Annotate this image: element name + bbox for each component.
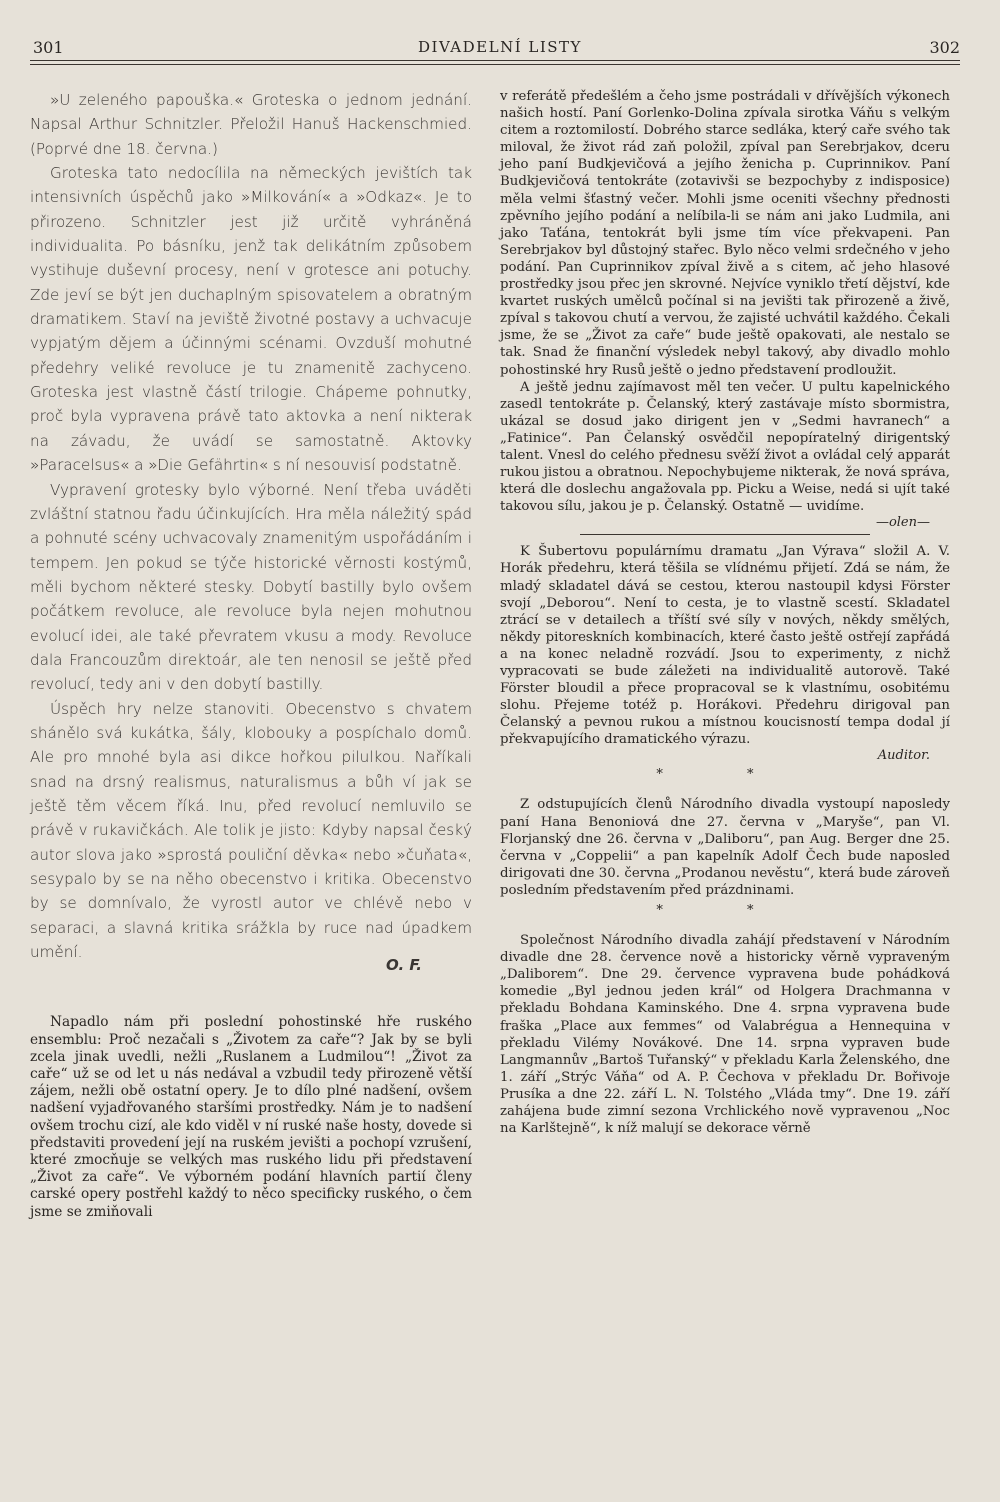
- page-number-left: 301: [33, 38, 64, 57]
- header-rule: [30, 60, 960, 61]
- article-paragraph: Úspěch hry nelze stanoviti. Obecenstvo s chvatem shánělo svá kukátka, šály, klobouky a pospíchalo domů. Ale pro mnohé byla asi dikce hořkou pilulkou. Naříkali snad na drsný realismus, naturalismus a bůh ví jak se ještě těm věcem říká. Inu, před revolucí nemluvilo se právě v rukavičkách. Ale tolik je jisto: Kdyby napsal český autor slova jako »sprostá pouliční děvka« nebo »čuňata«, sesypalo by se na něho obecenstvo i kritika. Obecenstvo by se domnívalo, že vyrostl autor ve chlévě nebo v separaci, a slavná kritika srážkla by ruce nad úpadkem umění.: [30, 699, 472, 962]
- page-number-right: 302: [929, 38, 960, 57]
- asterism: * *: [656, 903, 794, 919]
- running-title: DIVADELNÍ LISTY: [418, 38, 582, 56]
- right-column: [500, 88, 950, 1137]
- article-paragraph: Vypravení grotesky bylo výborné. Není třeba uváděti zvláštní statnou řadu účinkujících. Hra měla náležitý spád a pohnuté scény uchvacovaly znamenitým uspořádáním i tempem. Jen pokud se týče historické věrnosti kostýmů, měli bychom některé stesky. Dobytí bastilly bylo ovšem počátkem revoluce, ale revoluce byla nejen mohutnou evolucí idei, ale také převratem vkusu a mody. Revoluce dala Francouzům direktoár, ale ten nenosil se ještě před revolucí, tedy ani v den dobytí bastilly.: [30, 480, 472, 694]
- article-paragraph: v referátě předešlém a čeho jsme postrádali v dřívějších výkonech našich hostí. Paní Gorlenko-Dolina zpívala sirotka Váňu s velkým citem a roztomilostí. Dobrého starce sedláka, který caře svého tak miloval, že život rád zaň položil, zpíval pan Serebrjakov, dceru jeho paní Budkjevičová a jejího ženicha p. Cuprinnikov. Paní Budkjevičová tentokráte (zotavivši se bezpochyby z indisposice) měla velmi šťastný večer. Mohli jsme oceniti všechny přednosti zpěvního jejího podání a nelíbila-li se nám ani jako Ludmila, ani jako Taťána, tentokrát byli jsme tím více překvapeni. Pan Serebrjakov byl důstojný stařec. Bylo něco velmi srdečného v jeho podání. Pan Cuprinnikov zpíval živě a s citem, ač jeho hlasové prostředky jsou přec jen skrovné. Nejvíce vyniklo třetí dějství, kde kvartet ruských umělců počínal si na jevišti tak přirozeně a živě, zpíval s takovou chutí a vervou, že zajisté uchvátil každého. Čekali jsme, že se „Život za caře“ bude ještě opakovati, ale nestalo se tak. Snad že finanční výsledek nebyl takový, aby divadlo mohlo pohostinské hry Rusů ještě o jedno představení prodloužit.: [500, 89, 950, 378]
- author-signature: Auditor.: [877, 748, 930, 764]
- note-paragraph: Napadlo nám při poslední pohostinské hře ruského ensemblu: Proč nezačali s „Životem za caře“? Jak by se byli zcela jinak uvedli, nežli „Ruslanem a Ludmilou“! „Život za caře“ už se od let u nás nedával a vzbudil tedy přirozeně větší zájem, nežli obě ostatní opery. Je to dílo plné nadšení, ovšem nadšení vyjadřovaného staršími prostředky. Nám je to nadšení ovšem trochu cizí, ale kdo viděl v ní ruské naše hosty, dovede si představiti provedení její na ruském jevišti a pochopí vzrušení, které zmocňuje se velkých mas ruského lidu při představení „Život za caře“. Ve výborném podání hlavních partií členy carské opery postřehl každý to něco specificky ruského, o čem jsme se zmiňovali: [30, 1014, 472, 1220]
- article-paragraph: Groteska tato nedocílila na německých jevištích tak intensivních úspěchů jako »Milkování« a »Odkaz«. Je to přirozeno. Schnitzler jest již určitě vyhráněná individualita. Po básníku, jenž tak delikátním způsobem vystihuje duševní procesy, není v grotesce ani potuchy. Zde jeví se být jen duchaplným spisovatelem a obratným dramatikem. Staví na jeviště životné postavy a uchvacuje vypjatým dějem a účinnými scénami. Ovzduší mohutné předehry veliké revoluce je tu znamenitě zachyceno. Groteska jest vlastně částí trilogie. Chápeme pohnutky, proč byla vypravena právě tato aktovka a není nikterak na závadu, že uvádí se samostatně. Aktovky »Paracelsus« a »Die Gefährtin« s ní nesouvisí podstatně.: [30, 164, 472, 475]
- header-rule: [30, 64, 960, 65]
- review-heading-paragraph: »U zeleného papouška.« Groteska o jednom jednání. Napsal Arthur Schnitzler. Přeložil Hanuš Hackenschmied. (Poprvé dne 18. června.): [30, 91, 472, 158]
- left-column: [30, 88, 472, 1221]
- asterism: * *: [656, 767, 794, 783]
- author-signature: O. F.: [386, 956, 422, 975]
- author-signature: —olen—: [875, 515, 930, 531]
- article-paragraph: K Šubertovu populárnímu dramatu „Jan Výrava“ složil A. V. Horák předehru, která těšila se vlídnému přijetí. Zdá se nám, že mladý skladatel dává se cestou, kterou nastoupil kdysi Förster svojí „Deborou“. Není to cesta, je to vlastně scestí. Skladatel ztrácí se v detailech a tříští své síly v nových, někdy smělých, někdy pitoreskních kombinacích, které často ještě ostřejí zapřádá a na konec neladně rozvádí. Jsou to experimenty, z nichž vypracovati se bude záležeti na individualitě autorově. Také Förster bloudil a přece propracoval se k vlastnímu, osobitému slohu. Přejeme totéž p. Horákovi. Předehru dirigoval pan Čelanský a pevnou rukou a místnou koucisností tempa dodal jí překvapujícího dramatického výrazu.: [500, 544, 950, 748]
- article-paragraph: Z odstupujících členů Národního divadla vystoupí naposledy paní Hana Benoniová dne 27. června v „Maryše“, pan Vl. Florjanský dne 26. června v „Daliboru“, pan Aug. Berger dne 25. června v „Coppelii“ a pan kapelník Adolf Čech bude naposled dirigovati dne 30. června „Prodanou nevěstu“, která bude zároveň posledním představením před prázdninami.: [500, 797, 950, 898]
- section-divider: [580, 534, 870, 535]
- article-paragraph: Společnost Národního divadla zahájí představení v Národním divadle dne 28. července nově a historicky věrně vypraveným „Daliborem“. Dne 29. července vypravena bude pohádková komedie „Byl jednou jeden král“ od Holgera Drachmanna v překladu Bohdana Kaminského. Dne 4. srpna vypravena bude fraška „Place aux femmes“ od Valabrégua a Hennequina v překladu Vilémy Novákové. Dne 14. srpna vypraven bude Langmannův „Bartoš Tuřanský“ v překladu Karla Želenského, dne 1. září „Strýc Váňa“ od A. P. Čechova v překladu Dr. Bořivoje Prusíka a dne 22. září L. N. Tolstého „Vláda tmy“. Dne 19. září zahájena bude zimní sezona Vrchlického nově vypravenou „Noc na Karlštejně“, k níž malují se dekorace věrně: [500, 933, 950, 1137]
- article-paragraph: A ještě jednu zajímavost měl ten večer. U pultu kapelnického zasedl tentokráte p. Čelanský, který zastávaje místo sbormistra, ukázal se dosud jako dirigent jen v „Sedmi havranech“ a „Fatinice“. Pan Čelanský osvědčil nepopíratelný dirigentský talent. Vnesl do celého přednesu svěží život a ovládal celý apparát rukou jistou a obratnou. Nepochybujeme nikterak, že nová správa, která dle doslechu angažovala pp. Picku a Weise, nedá si ujít také takovou sílu, jakou je p. Čelanský. Ostatně — uvidíme.: [500, 379, 950, 515]
